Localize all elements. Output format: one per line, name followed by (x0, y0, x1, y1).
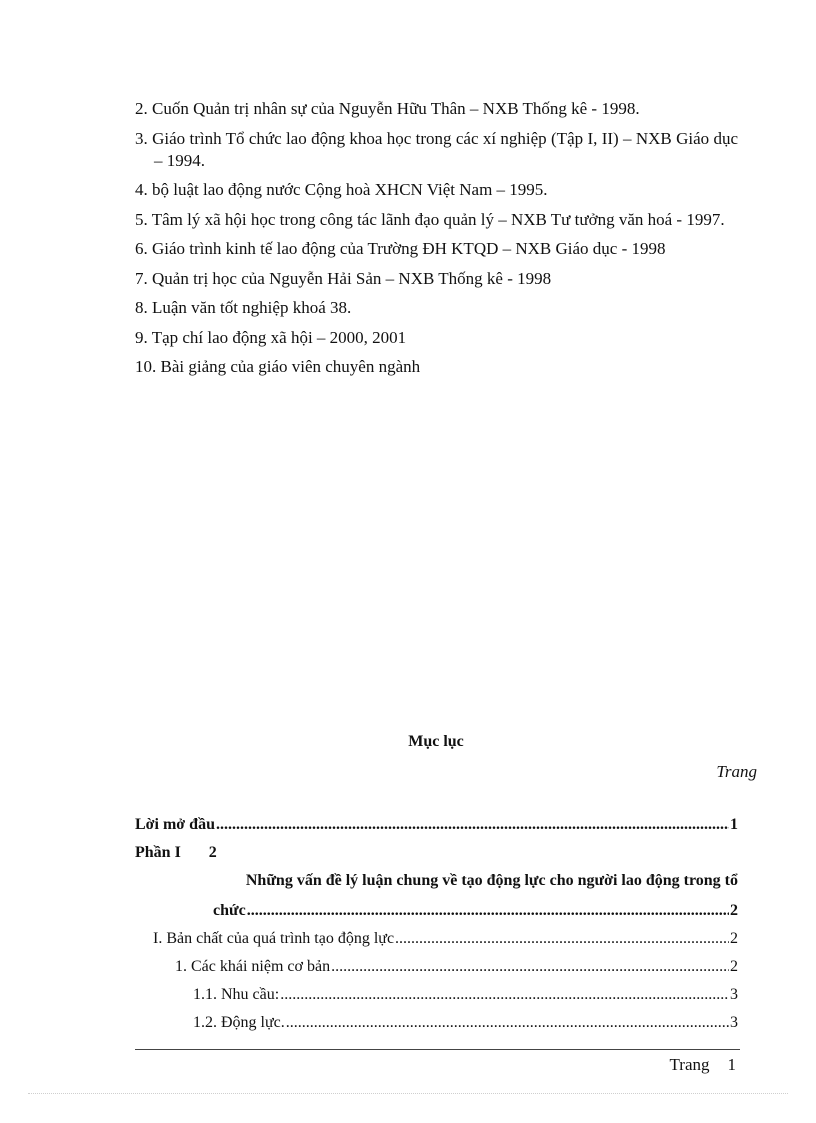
toc-entry-part-heading[interactable] (135, 900, 738, 928)
toc-entry-page: 2 (730, 902, 738, 919)
toc-entry-page: 2 (730, 930, 738, 947)
reference-list (135, 98, 738, 386)
dot-leader (331, 956, 729, 978)
page-footer (670, 1055, 737, 1075)
toc-page-column-label: Trang (716, 762, 757, 781)
toc-entry-page: 2 (730, 958, 738, 975)
toc-entry-page: 3 (730, 1014, 738, 1031)
toc-entry-label: I. Bản chất của quá trình tạo động lực (153, 930, 395, 947)
toc-part-label: Phần I (135, 844, 181, 861)
dot-leader (395, 928, 729, 950)
toc-entry-label: 1. Các khái niệm cơ bản (175, 958, 331, 975)
toc-entry-page: 3 (730, 986, 738, 1003)
toc-entry-label: chức (213, 902, 246, 919)
reference-item: 6. Giáo trình kinh tế lao động của Trường ĐH KTQD – NXB Giáo dục - 1998 (135, 239, 666, 258)
reference-item: 8. Luận văn tốt nghiệp khoá 38. (135, 298, 352, 317)
reference-item: 10. Bài giảng của giáo viên chuyên ngành (135, 357, 421, 376)
footer-label: Trang (669, 1055, 710, 1074)
footer-divider (135, 1049, 740, 1050)
page-bottom-border (28, 1093, 788, 1094)
toc-entry-label: 1.2. Động lực. (193, 1014, 285, 1031)
toc-entry-part[interactable] (135, 842, 738, 870)
reference-item: 2. Cuốn Quản trị nhân sự của Nguyễn Hữu Thân – NXB Thống kê - 1998. (135, 99, 640, 118)
reference-item: 4. bộ luật lao động nước Cộng hoà XHCN Việt Nam – 1995. (135, 180, 548, 199)
toc-entry-intro[interactable] (135, 814, 738, 842)
table-of-contents (135, 814, 738, 1040)
reference-item: 5. Tâm lý xã hội học trong công tác lãnh đạo quản lý – NXB Tư tưởng văn hoá - 1997. (135, 209, 725, 229)
dot-leader (280, 984, 729, 1006)
toc-part-page: 2 (208, 844, 217, 861)
toc-entry-label: 1.1. Nhu cầu: (193, 986, 280, 1003)
toc-entry-section[interactable] (135, 928, 738, 956)
dot-leader (247, 900, 729, 922)
reference-item: 7. Quản trị học của Nguyễn Hải Sản – NXB Thống kê - 1998 (135, 268, 552, 288)
toc-entry-subsection[interactable] (135, 956, 738, 984)
dot-leader (216, 814, 729, 836)
toc-entry-label: Lời mở đầu (135, 816, 215, 833)
toc-entry-item[interactable] (135, 1012, 738, 1040)
reference-item: 3. Giáo trình Tổ chức lao động khoa học trong các xí nghiệp (Tập I, II) – NXB Giáo dục – 1994. (135, 128, 738, 170)
reference-item: 9. Tạp chí lao động xã hội – 2000, 2001 (135, 327, 407, 347)
toc-part-heading-line1: Những vấn đề lý luận chung về tạo động lực cho người lao động trong tổ (245, 872, 738, 889)
footer-page-number: 1 (727, 1055, 736, 1074)
toc-entry-page: 1 (730, 816, 738, 833)
toc-entry-item[interactable] (135, 984, 738, 1012)
toc-title: Mục lục (408, 733, 464, 750)
dot-leader (286, 1012, 729, 1034)
